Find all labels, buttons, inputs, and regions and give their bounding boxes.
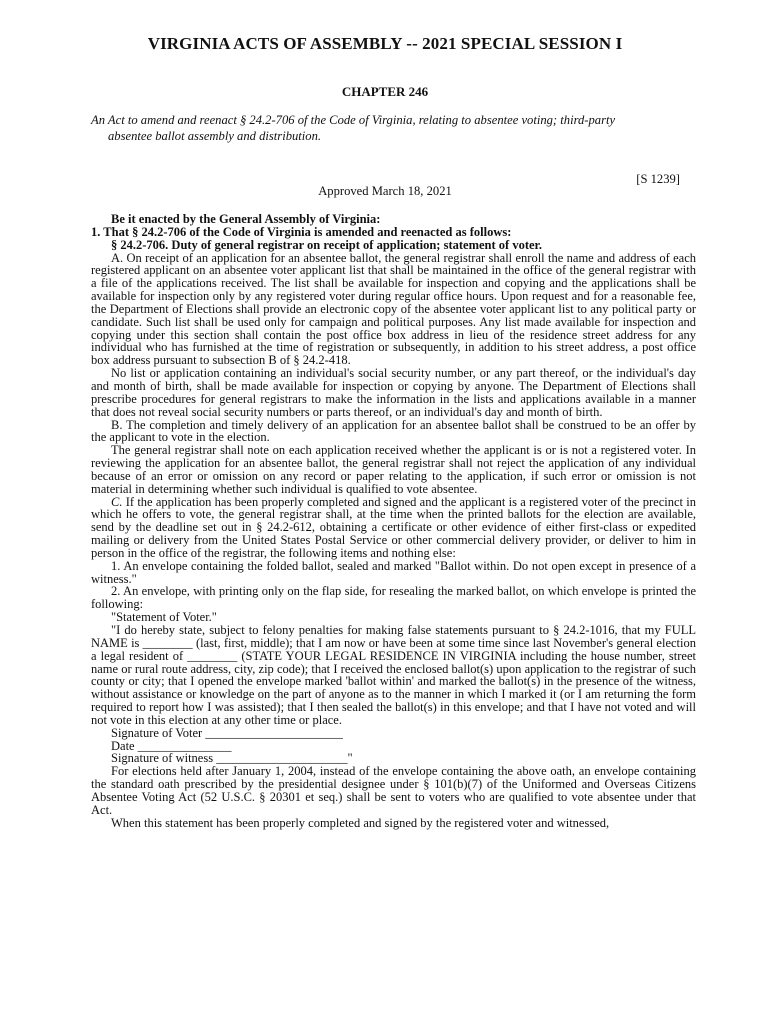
signature-witness-line: Signature of witness _____________________" — [111, 751, 353, 766]
paragraph-a: A. On receipt of an application for an absentee ballot, the general registrar shall enroll the name and address of each registered applicant on an absentee voter applicant list that shall be maintained in the office of the general registrar with a file of the applications received. The list shall be available for inspection and copying and the applications shall be available for inspection only by any registered voter during regular office hours. Upon request and for a reasonable fee, the Department of Elections shall provide an electronic copy of the absentee voter applicant list to any political party or candidate. Such list shall be used only for campaign and political purposes. Any list made available for inspection and copying under this section shall contain the post office box address in lieu of the residence street address for any individual who has furnished at the time of registration or subsequently, in addition to his street address, a post office box address pursuant to subsection B of § 24.2-418. — [91, 250, 696, 368]
date-line: Date _______________ — [111, 738, 232, 753]
paragraph-no-list: No list or application containing an individual's social security number, or any part thereof, or the individual's day and month of birth, shall be made available for inspection or copying by anyone. The Department of Elections shall prescribe procedures for general registrars to make the information in the lists and applications available in a manner that does not reveal social security numbers or parts thereof, or an individual's day and month of birth. — [91, 366, 696, 419]
statement-title: "Statement of Voter." — [111, 610, 217, 625]
document-title: VIRGINIA ACTS OF ASSEMBLY -- 2021 SPECIAL SESSION I — [147, 34, 623, 53]
act-description — [91, 112, 698, 144]
paragraph-b: B. The completion and timely delivery of an application for an absentee ballot shall be construed to be an offer by the applicant to vote in the election. — [91, 417, 696, 445]
enacting-clause: Be it enacted by the General Assembly of Virginia: — [111, 212, 381, 226]
paragraph-c-text: If the application has been properly completed and signed and the applicant is a registered voter of the precinct in which he offers to vote, the general registrar shall, at the time when the printed ballots for the election are available, send by the deadline set out in § 24.2-612, obtaining a certificate or other evidence of either first-class or expedited mailing or delivery from the United States Postal Service or other commercial delivery provider, or deliver to him in person in the office of the registrar, the following items and nothing else: — [91, 494, 696, 560]
approval-date: Approved March 18, 2021 — [318, 184, 452, 198]
paragraph-c-label: C. — [111, 494, 123, 509]
item-1: 1. An envelope containing the folded ballot, sealed and marked "Ballot within. Do not open except in presence of a witness." — [91, 558, 696, 586]
chapter-heading: CHAPTER 246 — [341, 84, 429, 99]
act-description-line-2: absentee ballot assembly and distribution. — [108, 129, 322, 143]
paragraph-registrar-note: The general registrar shall note on each application received whether the applicant is or is not a registered voter. In reviewing the application for an absentee ballot, the general registrar shall not reject the application of any individual because of an error or omission on any record or paper relating to the application, if such error or omission is not material in determining whether such individual is qualified to vote absentee. — [91, 443, 696, 496]
section-intro: 1. That § 24.2-706 of the Code of Virginia is amended and reenacted as follows: — [91, 224, 512, 239]
act-description-line-1: An Act to amend and reenact § 24.2-706 of the Code of Virginia, relating to absentee voting; third-party — [91, 113, 616, 127]
paragraph-2004-elections: For elections held after January 1, 2004, instead of the envelope containing the above oath, an envelope containing the standard oath prescribed by the presidential designee under § 101(b)(7) of the Uniformed and Overseas Citizens Absentee Voting Act (52 U.S.C. § 20301 et seq.) shall be sent to voters who are qualified to vote absentee under that Act. — [91, 764, 696, 817]
statement-text: "I do hereby state, subject to felony penalties for making false statements pursuant to § 24.2-1016, that my FULL NAME is ________ (last, first, middle); that I am now or have been at some time since last November's general election a legal resident of ________ (STATE YOUR LEGAL RESIDENCE IN VIRGINIA including the house number, street name or rural route address, city, zip code); that I received the enclosed ballot(s) upon application to the registrar of such county or city; that I opened the envelope marked 'ballot within' and marked the ballot(s) in the presence of the witness, without assistance or knowledge on the part of anyone as to the manner in which I marked it (or I am returning the form required to report how I was assisted); that I then sealed the ballot(s) in this envelope; and that I have not voted and will not vote in this election at any other time or place. — [91, 623, 696, 727]
act-body — [91, 213, 696, 830]
item-2: 2. An envelope, with printing only on the flap side, for resealing the marked ballot, on which envelope is printed the following: — [91, 584, 696, 612]
paragraph-final: When this statement has been properly completed and signed by the registered voter and witnessed, — [111, 815, 610, 830]
paragraph-c — [91, 496, 696, 560]
section-heading: § 24.2-706. Duty of general registrar on receipt of application; statement of voter. — [111, 237, 543, 252]
bill-number: [S 1239] — [636, 172, 680, 186]
signature-voter-line: Signature of Voter ______________________ — [111, 725, 343, 740]
